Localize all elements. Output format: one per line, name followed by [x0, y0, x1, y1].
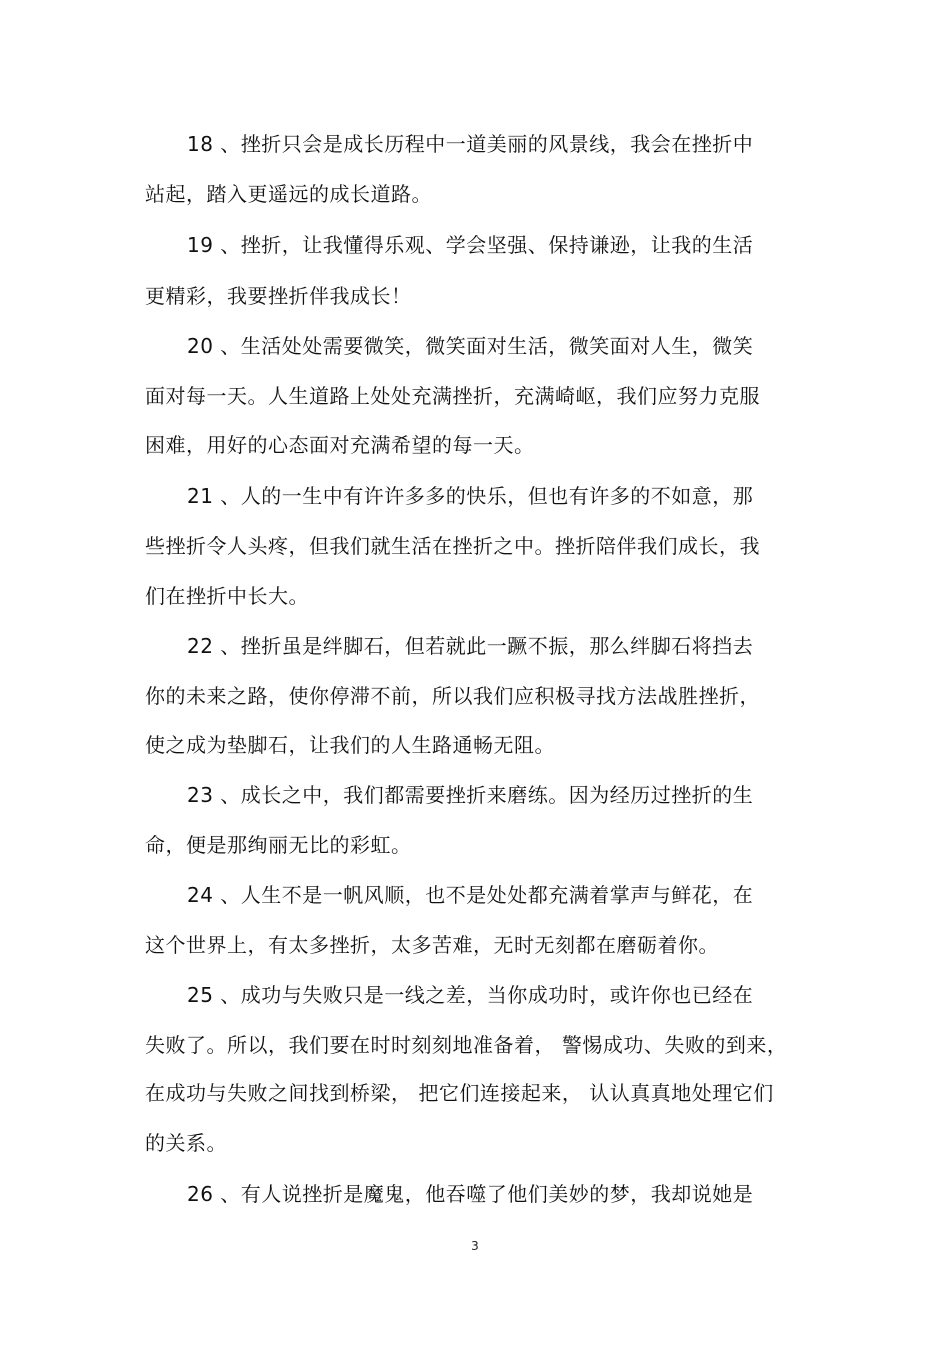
- paragraph-24-line-2: 这个世界上，有太多挫折，太多苦难，无时无刻都在磨砺着你。: [145, 933, 719, 957]
- paragraph-26-line-1: 26 、有人说挫折是魔鬼，他吞噬了他们美妙的梦，我却说她是: [187, 1182, 754, 1206]
- paragraph-21-line-1: 21 、人的一生中有许许多多的快乐，但也有许多的不如意，那: [187, 484, 754, 508]
- paragraph-24-line-1: 24 、人生不是一帆风顺，也不是处处都充满着掌声与鲜花，在: [187, 883, 754, 907]
- paragraph-23-line-1: 23 、成长之中，我们都需要挫折来磨练。因为经历过挫折的生: [187, 783, 754, 807]
- paragraph-19-line-2: 更精彩，我要挫折伴我成长！: [145, 284, 412, 308]
- paragraph-20-line-1: 20 、生活处处需要微笑，微笑面对生活，微笑面对人生，微笑: [187, 334, 754, 358]
- paragraph-25-line-3: 在成功与失败之间找到桥梁， 把它们连接起来， 认认真真地处理它们: [145, 1081, 774, 1105]
- paragraph-25-line-2: 失败了。所以，我们要在时时刻刻地准备着， 警惕成功、失败的到来，: [145, 1033, 788, 1057]
- paragraph-22-line-1: 22 、挫折虽是绊脚石，但若就此一蹶不振，那么绊脚石将挡去: [187, 634, 754, 658]
- page-number: 3: [471, 1239, 479, 1253]
- paragraph-22-line-2: 你的未来之路，使你停滞不前，所以我们应积极寻找方法战胜挫折，: [145, 684, 760, 708]
- paragraph-25-line-4: 的关系。: [145, 1131, 227, 1155]
- paragraph-22-line-3: 使之成为垫脚石，让我们的人生路通畅无阻。: [145, 733, 555, 757]
- paragraph-18-line-2: 站起，踏入更遥远的成长道路。: [145, 182, 432, 206]
- paragraph-25-line-1: 25 、成功与失败只是一线之差，当你成功时，或许你也已经在: [187, 983, 754, 1007]
- paragraph-21-line-2: 些挫折令人头疼，但我们就生活在挫折之中。挫折陪伴我们成长，我: [145, 534, 760, 558]
- paragraph-23-line-2: 命，便是那绚丽无比的彩虹。: [145, 833, 412, 857]
- paragraph-20-line-3: 困难，用好的心态面对充满希望的每一天。: [145, 433, 535, 457]
- paragraph-21-line-3: 们在挫折中长大。: [145, 584, 309, 608]
- paragraph-20-line-2: 面对每一天。人生道路上处处充满挫折，充满崎岖，我们应努力克服: [145, 384, 760, 408]
- paragraph-19-line-1: 19 、挫折，让我懂得乐观、学会坚强、保持谦逊，让我的生活: [187, 233, 754, 257]
- paragraph-18-line-1: 18 、挫折只会是成长历程中一道美丽的风景线，我会在挫折中: [187, 132, 754, 156]
